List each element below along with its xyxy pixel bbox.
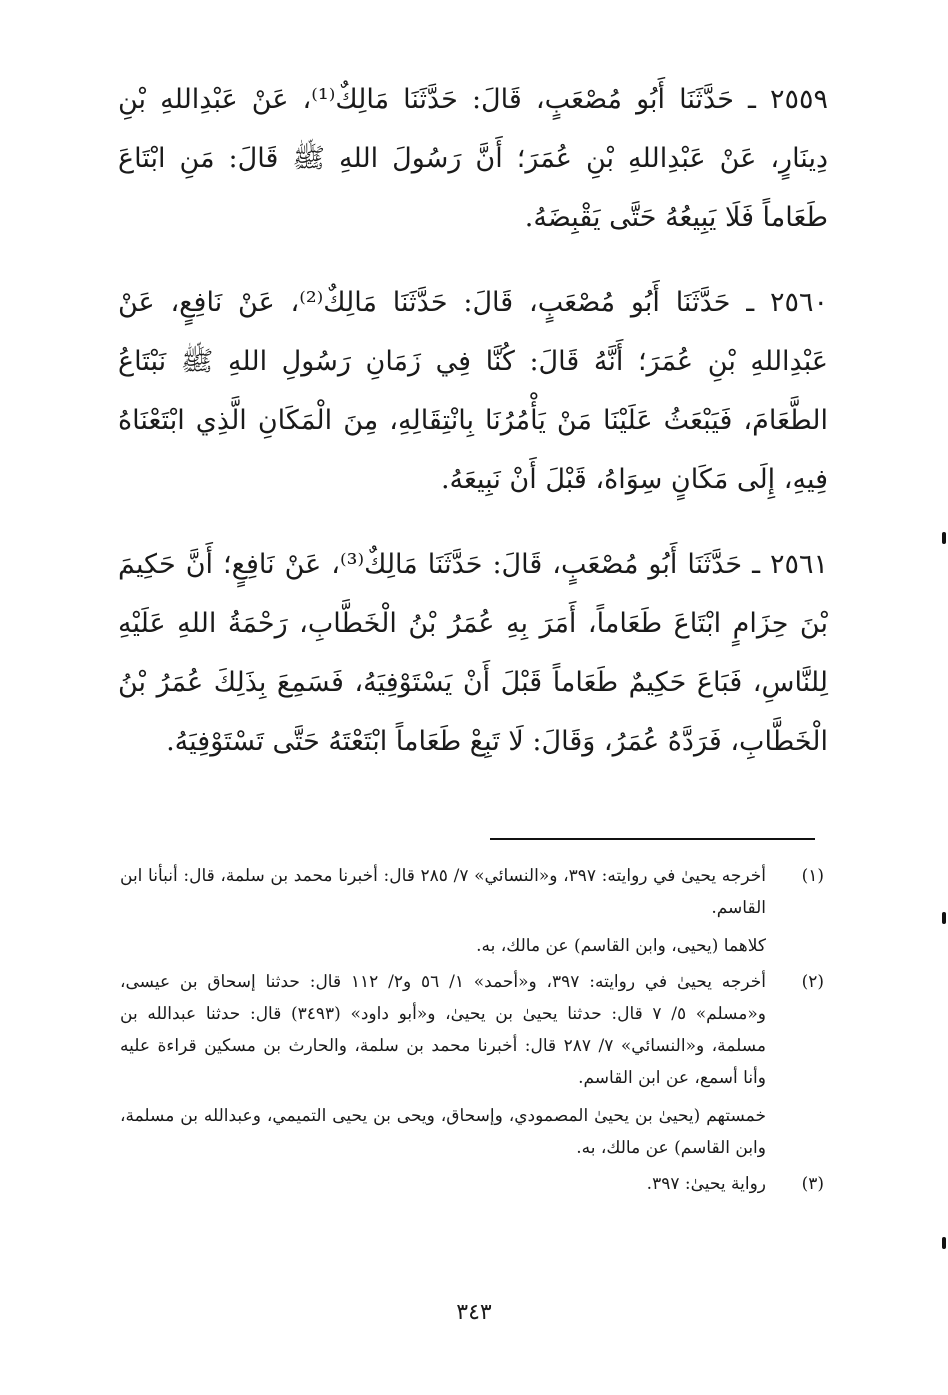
- hadith-2559: [118, 70, 828, 247]
- main-text: [118, 70, 828, 797]
- hadith-text: ـ حَدَّثَنَا أَبُو مُصْعَبٍ، قَالَ: حَدَّثَنَا مَالِكٌ⁽²⁾، عَنْ نَافِعٍ، عَنْ عَبْدِاللهِ بْنِ عُمَرَ؛ أَنَّهُ قَالَ: كُنَّا فِي زَمَانِ رَسُولِ اللهِ ﷺ نَبْتَاعُ الطَّعَامَ، فَيَبْعَثُ عَلَيْنَا مَنْ يَأْمُرُنَا بِانْتِقَالِهِ، مِنَ الْمَكَانِ الَّذِي ابْتَعْنَاهُ فِيهِ، إِلَى مَكَانٍ سِوَاهُ، قَبْلَ أَنْ نَبِيعَهُ.: [118, 287, 828, 495]
- footnote-marker: (٢): [801, 972, 824, 992]
- footnote-2: [120, 966, 824, 1164]
- footnote-body: [120, 1168, 766, 1200]
- footnote-text: رواية يحيىٰ: ٣٩٧.: [646, 1174, 766, 1194]
- footnote-marker: (٣): [801, 1174, 824, 1194]
- footnote-3: [120, 1168, 824, 1200]
- hadith-text: ـ حَدَّثَنَا أَبُو مُصْعَبٍ، قَالَ: حَدَّثَنَا مَالِكٌ⁽¹⁾، عَنْ عَبْدِاللهِ بْنِ دِينَارٍ، عَنْ عَبْدِاللهِ بْنِ عُمَرَ؛ أَنَّ رَسُولَ اللهِ ﷺ قَالَ: مَنِ ابْتَاعَ طَعَاماً فَلَا يَبِيعُهُ حَتَّى يَقْبِضَهُ.: [118, 84, 828, 233]
- hadith-text: ـ حَدَّثَنَا أَبُو مُصْعَبٍ، قَالَ: حَدَّثَنَا مَالِكٌ⁽³⁾، عَنْ نَافِعٍ؛ أَنَّ حَكِيمَ بْنَ حِزَامٍ ابْتَاعَ طَعَاماً، أَمَرَ بِهِ عُمَرُ بْنُ الْخَطَّابِ، رَحْمَةُ اللهِ عَلَيْهِ لِلنَّاسِ، فَبَاعَ حَكِيمٌ طَعَاماً قَبْلَ أَنْ يَسْتَوْفِيَهُ، فَسَمِعَ بِذَلِكَ عُمَرُ بْنُ الْخَطَّابِ، فَرَدَّهُ عُمَرُ، وَقَالَ: لَا تَبِعْ طَعَاماً ابْتَعْتَهُ حَتَّى تَسْتَوْفِيَهُ.: [118, 549, 828, 757]
- hadith-2560: [118, 273, 828, 509]
- footnote-continuation: كلاهما (يحيى، وابن القاسم) عن مالك، به.: [476, 936, 766, 956]
- scan-edge-mark: [942, 532, 946, 544]
- page-number: ٣٤٣: [456, 1300, 492, 1325]
- footnote-body: [120, 966, 766, 1164]
- scan-edge-mark: [942, 912, 946, 924]
- hadith-number: ٢٥٦١: [769, 549, 828, 580]
- hadith-number: ٢٥٥٩: [769, 84, 828, 115]
- footnote-body: [120, 860, 766, 962]
- footnote-text: أخرجه يحيىٰ في روايته: ٣٩٧، و«أحمد» ١/ ٥٦ و٢/ ١١٢ قال: حدثنا إسحاق بن عيسى، و«مسلم» ٥/ ٧ قال: حدثنا يحيىٰ بن يحيىٰ، و«أبو داود» (٣٤٩٣) قال: حدثنا عبدالله بن مسلمة، و«النسائي» ٧/ ٢٨٧ قال: أخبرنا محمد بن سلمة، والحارث بن مسكين قراءة عليه وأنا أسمع، عن ابن القاسم.: [120, 972, 766, 1088]
- hadith-number: ٢٥٦٠: [770, 287, 829, 318]
- footnote-text: أخرجه يحيىٰ في روايته: ٣٩٧، و«النسائي» ٧/ ٢٨٥ قال: أخبرنا محمد بن سلمة، قال: أنبأنا ابن القاسم.: [120, 866, 766, 918]
- footnote-1: [120, 860, 824, 962]
- hadith-2561: [118, 535, 828, 771]
- scan-edge-mark: [942, 1237, 946, 1249]
- footnote-continuation: خمستهم (يحيىٰ بن يحيىٰ المصمودي، وإسحاق، ويحى بن يحيى التميمي، وعبدالله بن مسلمة، وابن القاسم) عن مالك، به.: [120, 1106, 766, 1158]
- footnotes: [120, 860, 824, 1204]
- footnote-separator: [490, 838, 815, 840]
- footnote-marker: (١): [801, 866, 824, 886]
